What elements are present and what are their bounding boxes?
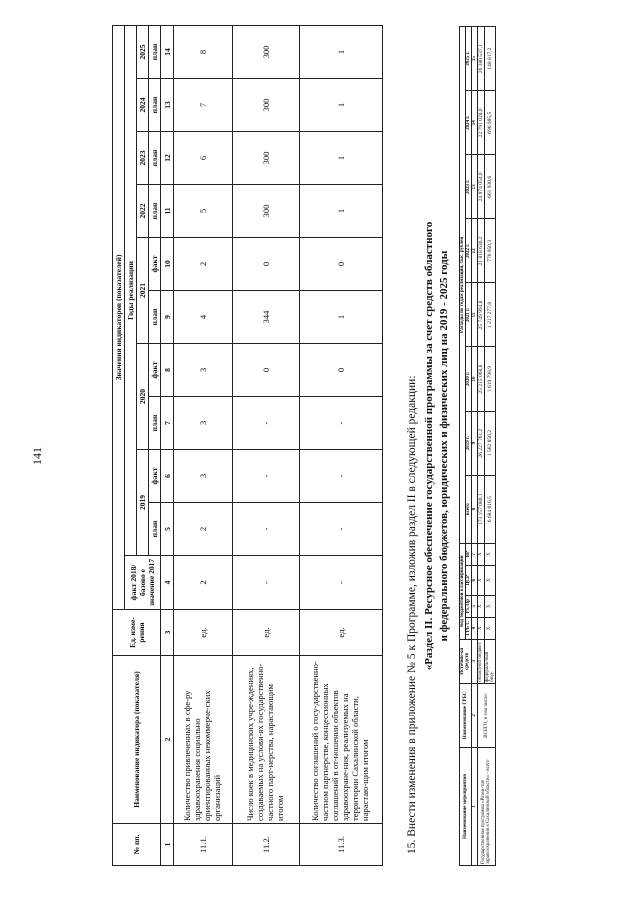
- header-total: всего: [465, 475, 471, 543]
- header-fact: факт: [149, 450, 161, 503]
- value-cell: 7: [174, 79, 233, 132]
- header-source: Источни-ки средств: [459, 639, 471, 683]
- header-plan: план: [149, 185, 161, 238]
- amount-cell: 776 950,3: [484, 219, 495, 283]
- grbs-name: ВСЕГО, в том числе:: [477, 683, 495, 747]
- header-fact: факт: [149, 238, 161, 291]
- header-rz-pr: Рз, Пр: [465, 595, 471, 617]
- amount-cell: 661 930,6: [484, 155, 495, 219]
- column-number: 12: [471, 219, 477, 283]
- column-number: 10: [471, 347, 477, 411]
- table-row: [477, 27, 484, 866]
- code-cell: X: [477, 543, 484, 565]
- header-year-2019: 2019: [137, 450, 149, 556]
- indicator-name: Количество соглашений о госу-дарственно-частном партнерстве, концессионных соглашений в от-ношении объектов здравоохране-ния, реализуемых на территории Сахалинской области, нарастаю-щим итогом: [300, 656, 383, 824]
- header-grbs-name: Наименование ГРБС: [459, 683, 471, 747]
- column-number: 10: [161, 238, 174, 291]
- amount-cell: 1 217 277,8: [484, 283, 495, 347]
- column-number: 4: [471, 617, 477, 639]
- header-year-2025: 2025 г.: [465, 27, 471, 91]
- header-expenses: Расходы по годам реализации, тыс. рублей: [459, 27, 465, 544]
- column-number: 9: [471, 411, 477, 475]
- header-year-2021: 2021 г.: [465, 283, 471, 347]
- value-cell: 2: [174, 503, 233, 556]
- value-cell: 1: [300, 25, 383, 78]
- header-plan: план: [149, 25, 161, 78]
- value-cell: 4: [174, 291, 233, 344]
- column-number: 4: [161, 556, 174, 610]
- header-fact: факт: [149, 344, 161, 397]
- column-number: 2: [471, 683, 477, 747]
- header-year-2020: 2020: [137, 344, 149, 450]
- amount-cell: 26 227 761,2: [477, 411, 484, 475]
- header-vr: ВР: [465, 543, 471, 565]
- column-number: 14: [161, 25, 174, 78]
- value-cell: 1: [300, 185, 383, 238]
- header-year-2021: 2021: [137, 238, 149, 344]
- column-number: 2: [161, 656, 174, 824]
- column-number: 9: [161, 291, 174, 344]
- value-cell: 1: [300, 291, 383, 344]
- header-values-group: Значения индикаторов (показателей): [113, 25, 125, 609]
- header-unit: Ед. изме-рения: [113, 610, 161, 656]
- rotated-page-content: [112, 26, 622, 866]
- page-number: 141: [30, 447, 44, 465]
- header-csr: ЦСР: [465, 565, 471, 595]
- indicator-name: Число коек в медицинских учре-ждениях, создаваемых на услови-ях государственно-частного парт-нерства, нарастающим итогом: [233, 656, 300, 824]
- column-number: 7: [471, 543, 477, 565]
- code-cell: X: [477, 595, 484, 617]
- column-number: 6: [161, 450, 174, 503]
- section-heading: [422, 26, 451, 866]
- header-plan: план: [149, 132, 161, 185]
- funding-source: федераль-ный бюд-: [484, 639, 495, 683]
- column-number: 8: [161, 344, 174, 397]
- header-plan: план: [149, 291, 161, 344]
- amount-cell: 25 215 068,8: [477, 347, 484, 411]
- code-cell: X: [484, 543, 495, 565]
- header-years-group: Годы реализации: [125, 25, 137, 555]
- value-cell: 344: [233, 291, 300, 344]
- amount-cell: 21 818 636,2: [477, 219, 484, 283]
- column-number: 1: [161, 824, 174, 866]
- value-cell: -: [233, 556, 300, 610]
- header-year-2022: 2022 г.: [465, 219, 471, 283]
- amendment-intro-text: 15. Внести изменения в приложение № 5 к Программе, изложив раздел II в следующей редакции:: [406, 375, 418, 854]
- column-number: 7: [161, 397, 174, 450]
- amount-cell: 696 985,5: [484, 91, 495, 155]
- amount-cell: 22 791 028,0: [477, 91, 484, 155]
- code-cell: X: [477, 617, 484, 639]
- column-number: 13: [471, 155, 477, 219]
- value-cell: 300: [233, 185, 300, 238]
- column-number: 8: [471, 475, 477, 543]
- header-year-2020: 2020 г.: [465, 347, 471, 411]
- header-no: № пп.: [113, 824, 161, 866]
- header-year-2023: 2023: [137, 132, 149, 185]
- code-cell: X: [484, 565, 495, 595]
- value-cell: 2: [174, 556, 233, 610]
- column-number: 3: [161, 610, 174, 656]
- header-year-2023: 2023 г.: [465, 155, 471, 219]
- column-number: 13: [161, 79, 174, 132]
- value-cell: 300: [233, 79, 300, 132]
- header-year-2024: 2024 г.: [465, 91, 471, 155]
- header-year-2025: 2025: [137, 25, 149, 78]
- value-cell: 3: [174, 344, 233, 397]
- table-row: [233, 25, 300, 865]
- amount-cell: 1 619 798,9: [484, 347, 495, 411]
- amount-cell: 1 562 856,2: [484, 411, 495, 475]
- amount-cell: 25 749 994,8: [477, 283, 484, 347]
- header-year-2022: 2022: [137, 185, 149, 238]
- indicator-name: Количество привлеченных в сфе-ру здравоохранения социально ориентированных некоммерче-ских организаций: [174, 656, 233, 824]
- amount-cell: 148 817,2: [484, 27, 495, 91]
- value-cell: 300: [233, 25, 300, 78]
- row-number: 11.2.: [233, 824, 300, 866]
- value-cell: 1: [300, 79, 383, 132]
- header-plan: план: [149, 397, 161, 450]
- table-row: [174, 25, 233, 865]
- amount-cell: 6 684 616,5: [484, 475, 495, 543]
- value-cell: 0: [233, 344, 300, 397]
- section-heading-line-1: «Раздел II. Ресурсное обеспечение государственной программы за счет средств областного: [423, 221, 436, 671]
- amount-cell: 24 974 054,0: [477, 155, 484, 219]
- column-number: 5: [471, 595, 477, 617]
- value-cell: -: [233, 450, 300, 503]
- value-cell: -: [300, 503, 383, 556]
- header-event: Наименование мероприятия: [459, 747, 471, 865]
- value-cell: 3: [174, 397, 233, 450]
- indicators-table: [112, 25, 383, 866]
- column-number: 11: [161, 185, 174, 238]
- section-heading-line-2: и федерального бюджетов, юридических и физических лиц на 2019 - 2025 годы: [437, 250, 450, 642]
- column-number: 6: [471, 565, 477, 595]
- unit-cell: ед.: [174, 610, 233, 656]
- header-plan: план: [149, 79, 161, 132]
- amount-cell: 26 380 537,1: [477, 27, 484, 91]
- column-number: 5: [161, 503, 174, 556]
- code-cell: X: [484, 617, 495, 639]
- value-cell: 8: [174, 25, 233, 78]
- column-number: 14: [471, 91, 477, 155]
- column-number: 12: [161, 132, 174, 185]
- table-row: [300, 25, 383, 865]
- funding-table: [459, 26, 496, 866]
- header-budget-code: Код бюджетной классификации: [459, 543, 465, 639]
- value-cell: -: [233, 503, 300, 556]
- funding-source: областной бюджет: [477, 639, 484, 683]
- value-cell: 2: [174, 238, 233, 291]
- value-cell: -: [300, 556, 383, 610]
- code-cell: X: [477, 565, 484, 595]
- value-cell: 0: [300, 344, 383, 397]
- value-cell: -: [300, 397, 383, 450]
- unit-cell: ед.: [300, 610, 383, 656]
- value-cell: 300: [233, 132, 300, 185]
- value-cell: -: [300, 450, 383, 503]
- header-base-value: факт 2018/базово е значение 2017: [125, 556, 161, 610]
- header-indicator-name: Наименование индикатора (показателя): [113, 656, 161, 824]
- header-plan: план: [149, 503, 161, 556]
- header-grbs-code: ГРБ С: [465, 617, 471, 639]
- value-cell: 5: [174, 185, 233, 238]
- program-name: Государственная программа «Разви-тие здравоохранения в Сахалинской области» - всего: [477, 747, 495, 865]
- value-cell: 6: [174, 132, 233, 185]
- value-cell: 0: [233, 238, 300, 291]
- header-year-2024: 2024: [137, 79, 149, 132]
- row-number: 11.3.: [300, 824, 383, 866]
- column-number: 15: [471, 27, 477, 91]
- unit-cell: ед.: [233, 610, 300, 656]
- code-cell: X: [484, 595, 495, 617]
- value-cell: 3: [174, 450, 233, 503]
- amount-cell: 173 157 080,1: [477, 475, 484, 543]
- value-cell: 1: [300, 132, 383, 185]
- row-number: 11.1.: [174, 824, 233, 866]
- value-cell: 0: [300, 238, 383, 291]
- column-number: 1: [471, 747, 477, 865]
- column-number: 3: [471, 639, 477, 683]
- value-cell: -: [233, 397, 300, 450]
- column-number: 11: [471, 283, 477, 347]
- header-year-2019: 2019 г.: [465, 411, 471, 475]
